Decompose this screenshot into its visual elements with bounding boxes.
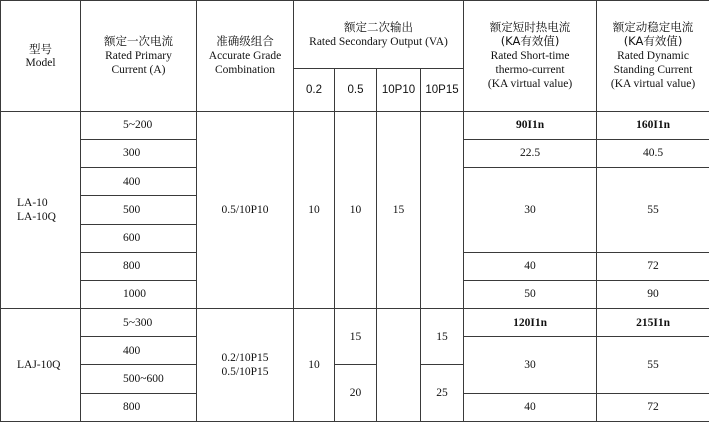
thermal-cell: 30 [464,168,597,253]
header-grade-en1: Accurate Grade [208,49,282,62]
header-thermal-en3: (KA virtual value) [487,78,573,91]
header-dynamic-cn: 额定动稳定电流 [612,19,694,34]
grade-line: 0.5/10P15 [221,366,269,379]
header-model-en: Model [25,56,56,69]
header-grade-en2: Combination [214,64,276,77]
output-10p10-cell: 15 [377,111,421,308]
grade-cell: 0.5/10P10 [197,111,294,308]
header-thermal-en2: thermo-current [495,64,565,77]
current-cell: 300 [81,139,197,167]
header-thermal-en1: Rated Short-time [490,49,570,62]
current-cell: 500 [81,196,197,224]
output-0.2-cell: 10 [294,309,335,422]
current-cell: 5~300 [81,309,197,337]
output-0.5-cell: 15 [335,309,377,365]
output-0.5-cell: 10 [335,111,377,308]
header-grade [197,1,294,112]
output-10p15-cell [421,111,464,308]
dynamic-cell: 40.5 [597,139,709,167]
dynamic-cell: 160I1n [597,111,709,139]
current-cell: 5~200 [81,111,197,139]
header-secondary-output [294,1,464,69]
header-model [1,1,81,112]
current-cell: 600 [81,224,197,252]
header-secondary-cn: 额定二次输出 [344,20,414,35]
header-dynamic-en3: (KA virtual value) [610,78,696,91]
subheader-0.2: 0.2 [294,69,335,111]
thermal-cell: 30 [464,337,597,393]
current-cell: 800 [81,393,197,421]
thermal-cell: 120I1n [464,309,597,337]
thermal-cell: 90I1n [464,111,597,139]
output-10p15-cell: 25 [421,365,464,422]
current-cell: 400 [81,337,197,365]
dynamic-cell: 90 [597,280,709,308]
output-10p15-cell: 15 [421,309,464,365]
output-0.2-cell: 10 [294,111,335,308]
output-10p10-cell [377,309,421,422]
dynamic-cell: 215I1n [597,309,709,337]
subheader-10p10: 10P10 [377,69,421,111]
header-dynamic-en2: Standing Current [613,64,693,77]
header-model-cn: 型号 [29,41,52,56]
current-cell: 1000 [81,280,197,308]
header-thermal-cn2: (KA有效值) [500,34,560,49]
header-dynamic-en1: Rated Dynamic [617,49,689,62]
grade-cell [197,309,294,422]
thermal-cell: 22.5 [464,139,597,167]
header-grade-cn: 准确级组合 [216,34,274,49]
header-thermal-current [464,1,597,112]
thermal-cell: 40 [464,393,597,421]
thermal-cell: 40 [464,252,597,280]
header-primary-en2: Current (A) [111,64,166,77]
model-laj10q: LAJ-10Q [1,309,81,422]
header-thermal-cn: 额定短时热电流 [489,19,571,34]
header-primary-current [81,1,197,112]
current-cell: 400 [81,168,197,196]
grade-line: 0.2/10P15 [221,351,269,364]
dynamic-cell: 55 [597,337,709,393]
subheader-10p15: 10P15 [421,69,464,111]
header-primary-en1: Rated Primary [105,49,172,62]
header-primary-cn: 额定一次电流 [104,34,173,49]
dynamic-cell: 72 [597,252,709,280]
current-cell: 800 [81,252,197,280]
thermal-cell: 50 [464,280,597,308]
header-secondary-en: Rated Secondary Output (VA) [309,35,448,48]
model-la10q-name: LA-10Q [17,210,56,223]
header-dynamic-current [597,1,709,112]
model-la10 [1,111,81,308]
dynamic-cell: 72 [597,393,709,421]
dynamic-cell: 55 [597,168,709,253]
header-dynamic-cn2: (KA有效值) [623,34,683,49]
output-0.5-cell: 20 [335,365,377,422]
subheader-0.5: 0.5 [335,69,377,111]
model-la10-name: LA-10 [17,196,48,209]
current-cell: 500~600 [81,365,197,393]
